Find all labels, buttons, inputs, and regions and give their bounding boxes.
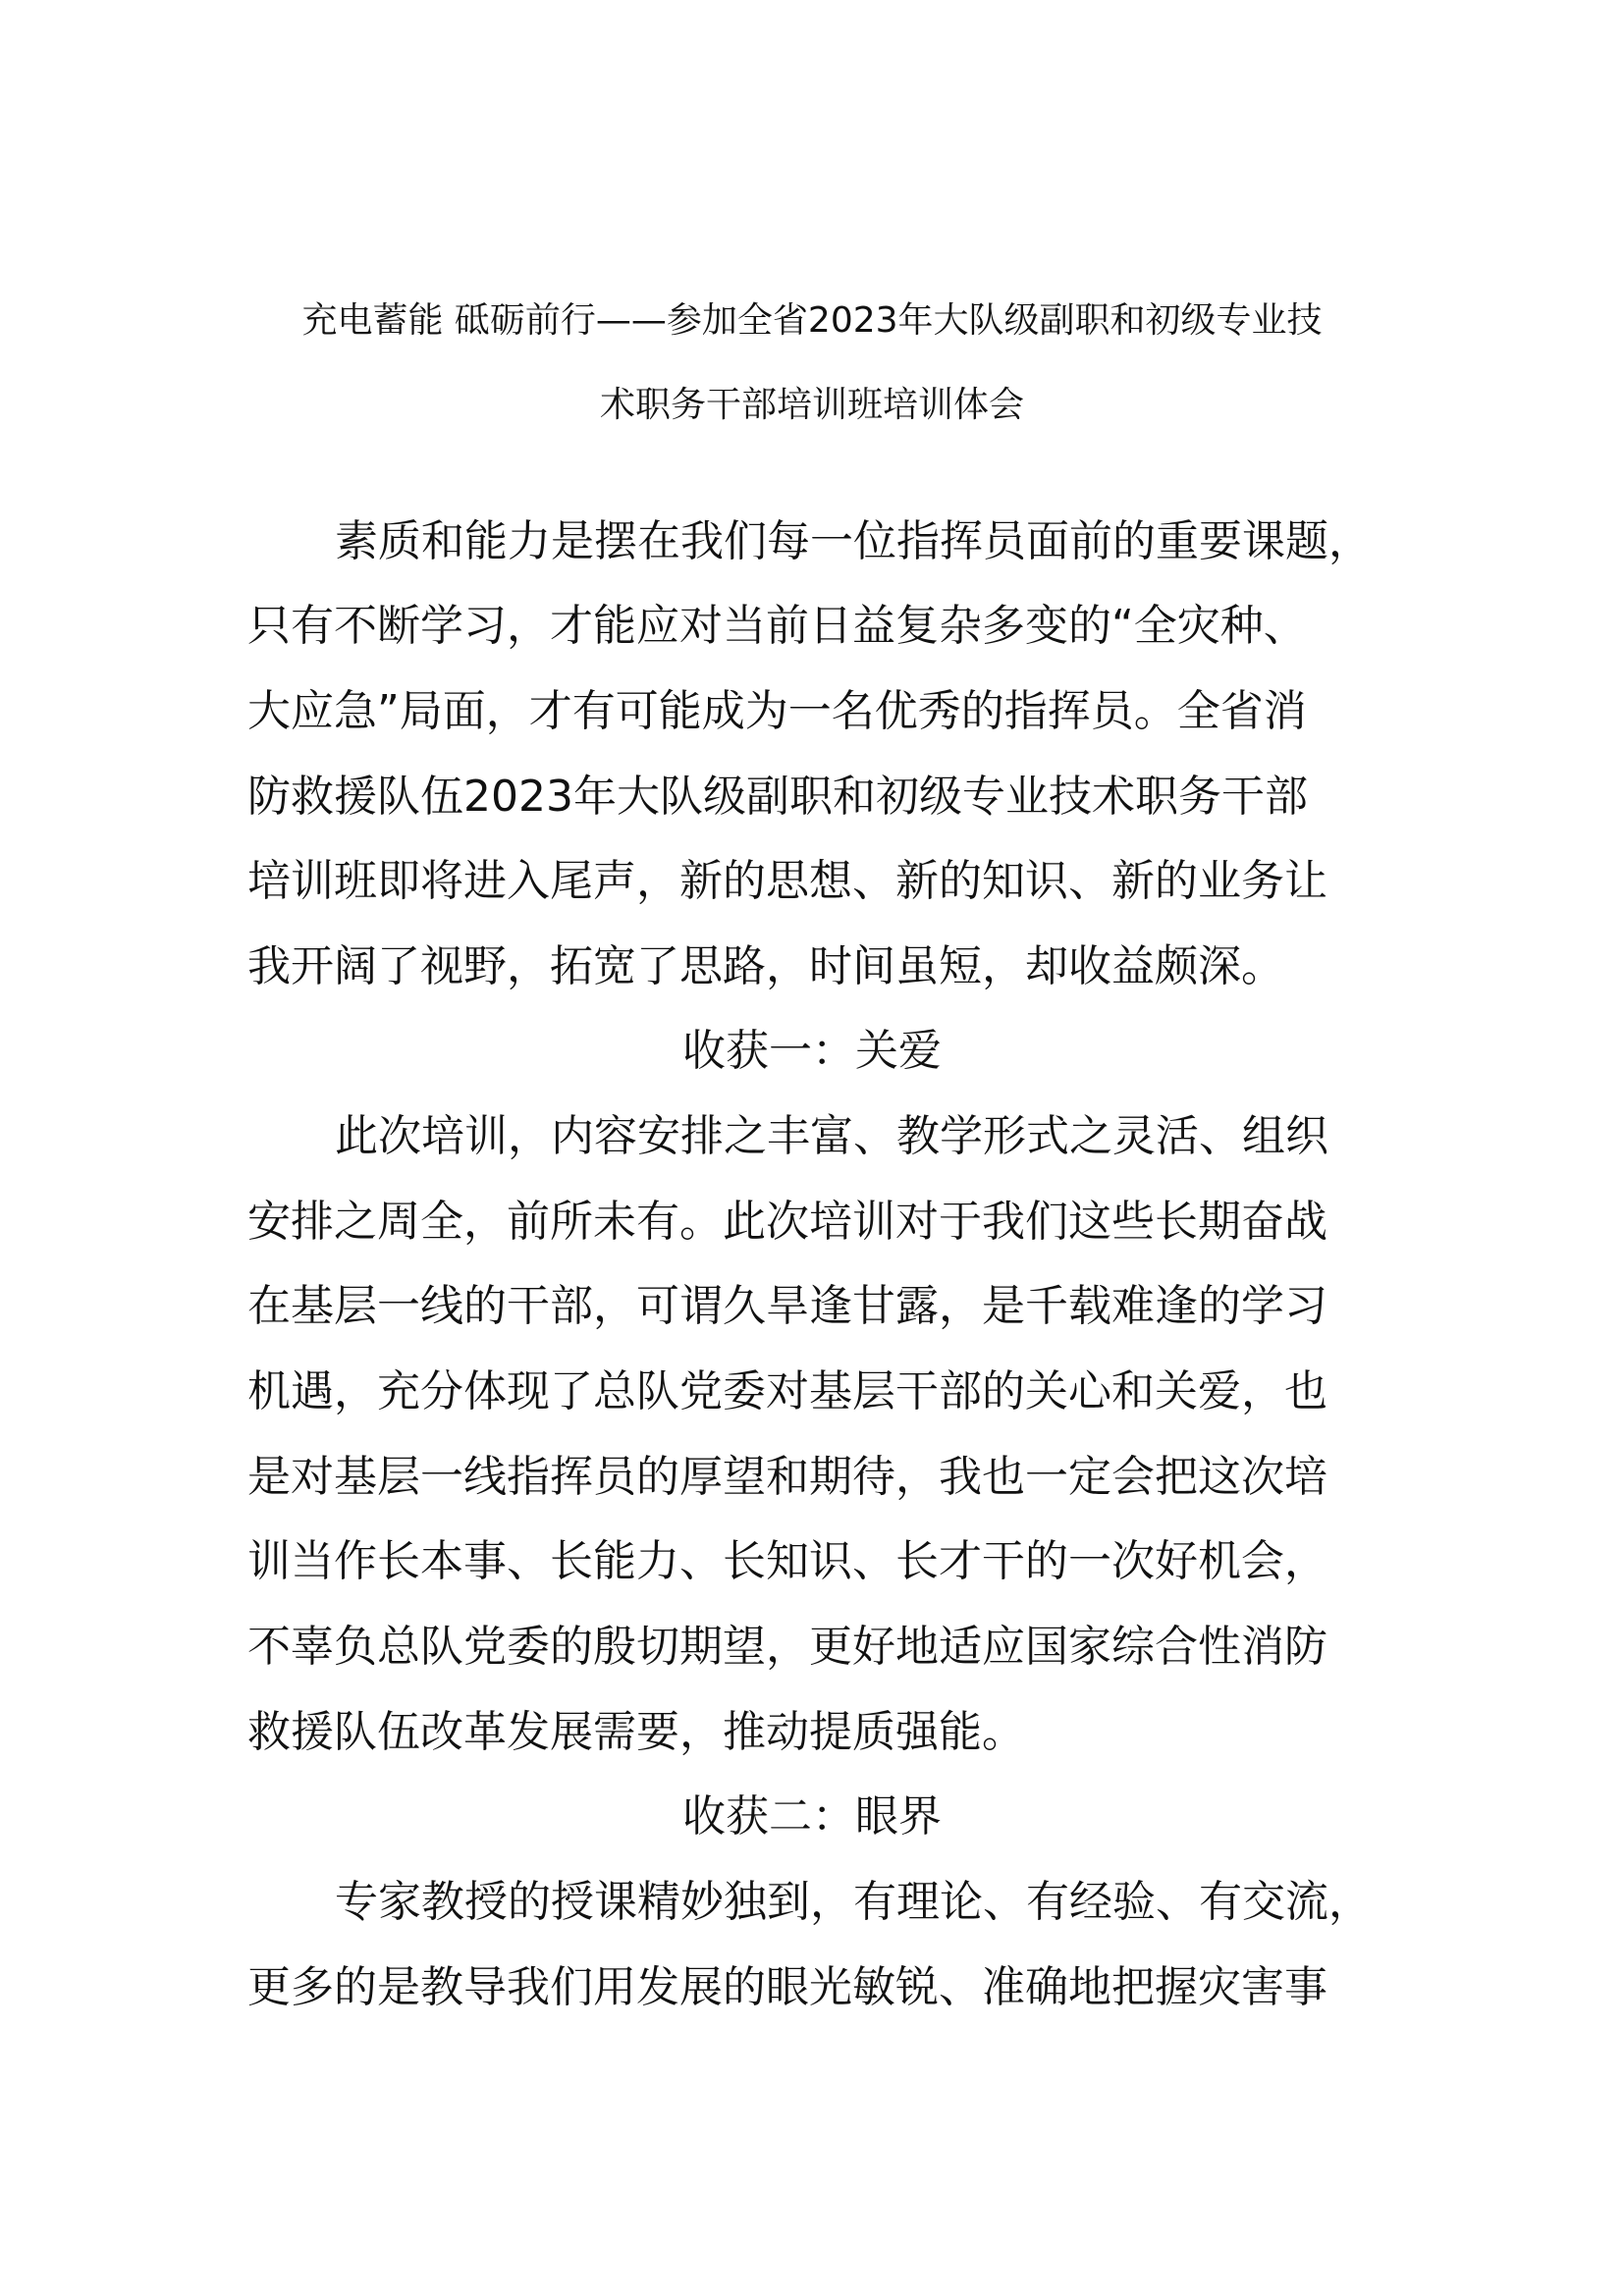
section1-paragraph-line: 训当作长本事、长能力、长知识、长才干的一次好机会， [247, 1536, 1327, 1586]
intro-paragraph-line: 只有不断学习，才能应对当前日益复杂多变的“全灾种、 [247, 601, 1307, 651]
section1-paragraph-line: 机遇，充分体现了总队党委对基层干部的关心和关爱，也 [247, 1366, 1327, 1416]
section1-paragraph-line: 此次培训，内容安排之丰富、教学形式之灵活、组织 [335, 1111, 1328, 1161]
section1-paragraph-line: 不辜负总队党委的殷切期望，更好地适应国家综合性消防 [247, 1622, 1327, 1672]
section1-paragraph-line: 是对基层一线指挥员的厚望和期待，我也一定会把这次培 [247, 1452, 1327, 1502]
section1-paragraph-line: 安排之周全，前所未有。此次培训对于我们这些长期奋战 [247, 1197, 1327, 1247]
intro-paragraph-line: 大应急”局面，才有可能成为一名优秀的指挥员。全省消 [247, 686, 1307, 736]
intro-paragraph-line: 防救援队伍2023年大队级副职和初级专业技术职务干部 [247, 772, 1308, 822]
section2-paragraph-line: 专家教授的授课精妙独到，有理论、有经验、有交流， [335, 1877, 1372, 1927]
section-heading-care: 收获一：关爱 [682, 1026, 942, 1076]
section1-paragraph-line: 在基层一线的干部，可谓久旱逢甘露，是千载难逢的学习 [247, 1281, 1327, 1331]
intro-paragraph-line: 我开阔了视野，拓宽了思路，时间虽短，却收益颇深。 [247, 941, 1284, 991]
intro-paragraph-line: 培训班即将进入尾声，新的思想、新的知识、新的业务让 [247, 856, 1327, 906]
intro-paragraph-line: 素质和能力是摆在我们每一位指挥员面前的重要课题， [335, 516, 1372, 566]
section1-paragraph-line: 救援队伍改革发展需要，推动提质强能。 [247, 1707, 1025, 1757]
document-title-line-2: 术职务干部培训班培训体会 [599, 385, 1024, 425]
section2-paragraph-line: 更多的是教导我们用发展的眼光敏锐、准确地把握灾害事 [247, 1962, 1327, 2012]
section-heading-vision: 收获二：眼界 [682, 1791, 942, 1842]
document-title-line-1: 充电蓄能 砥砺前行——参加全省2023年大队级副职和初级专业技 [301, 300, 1323, 341]
